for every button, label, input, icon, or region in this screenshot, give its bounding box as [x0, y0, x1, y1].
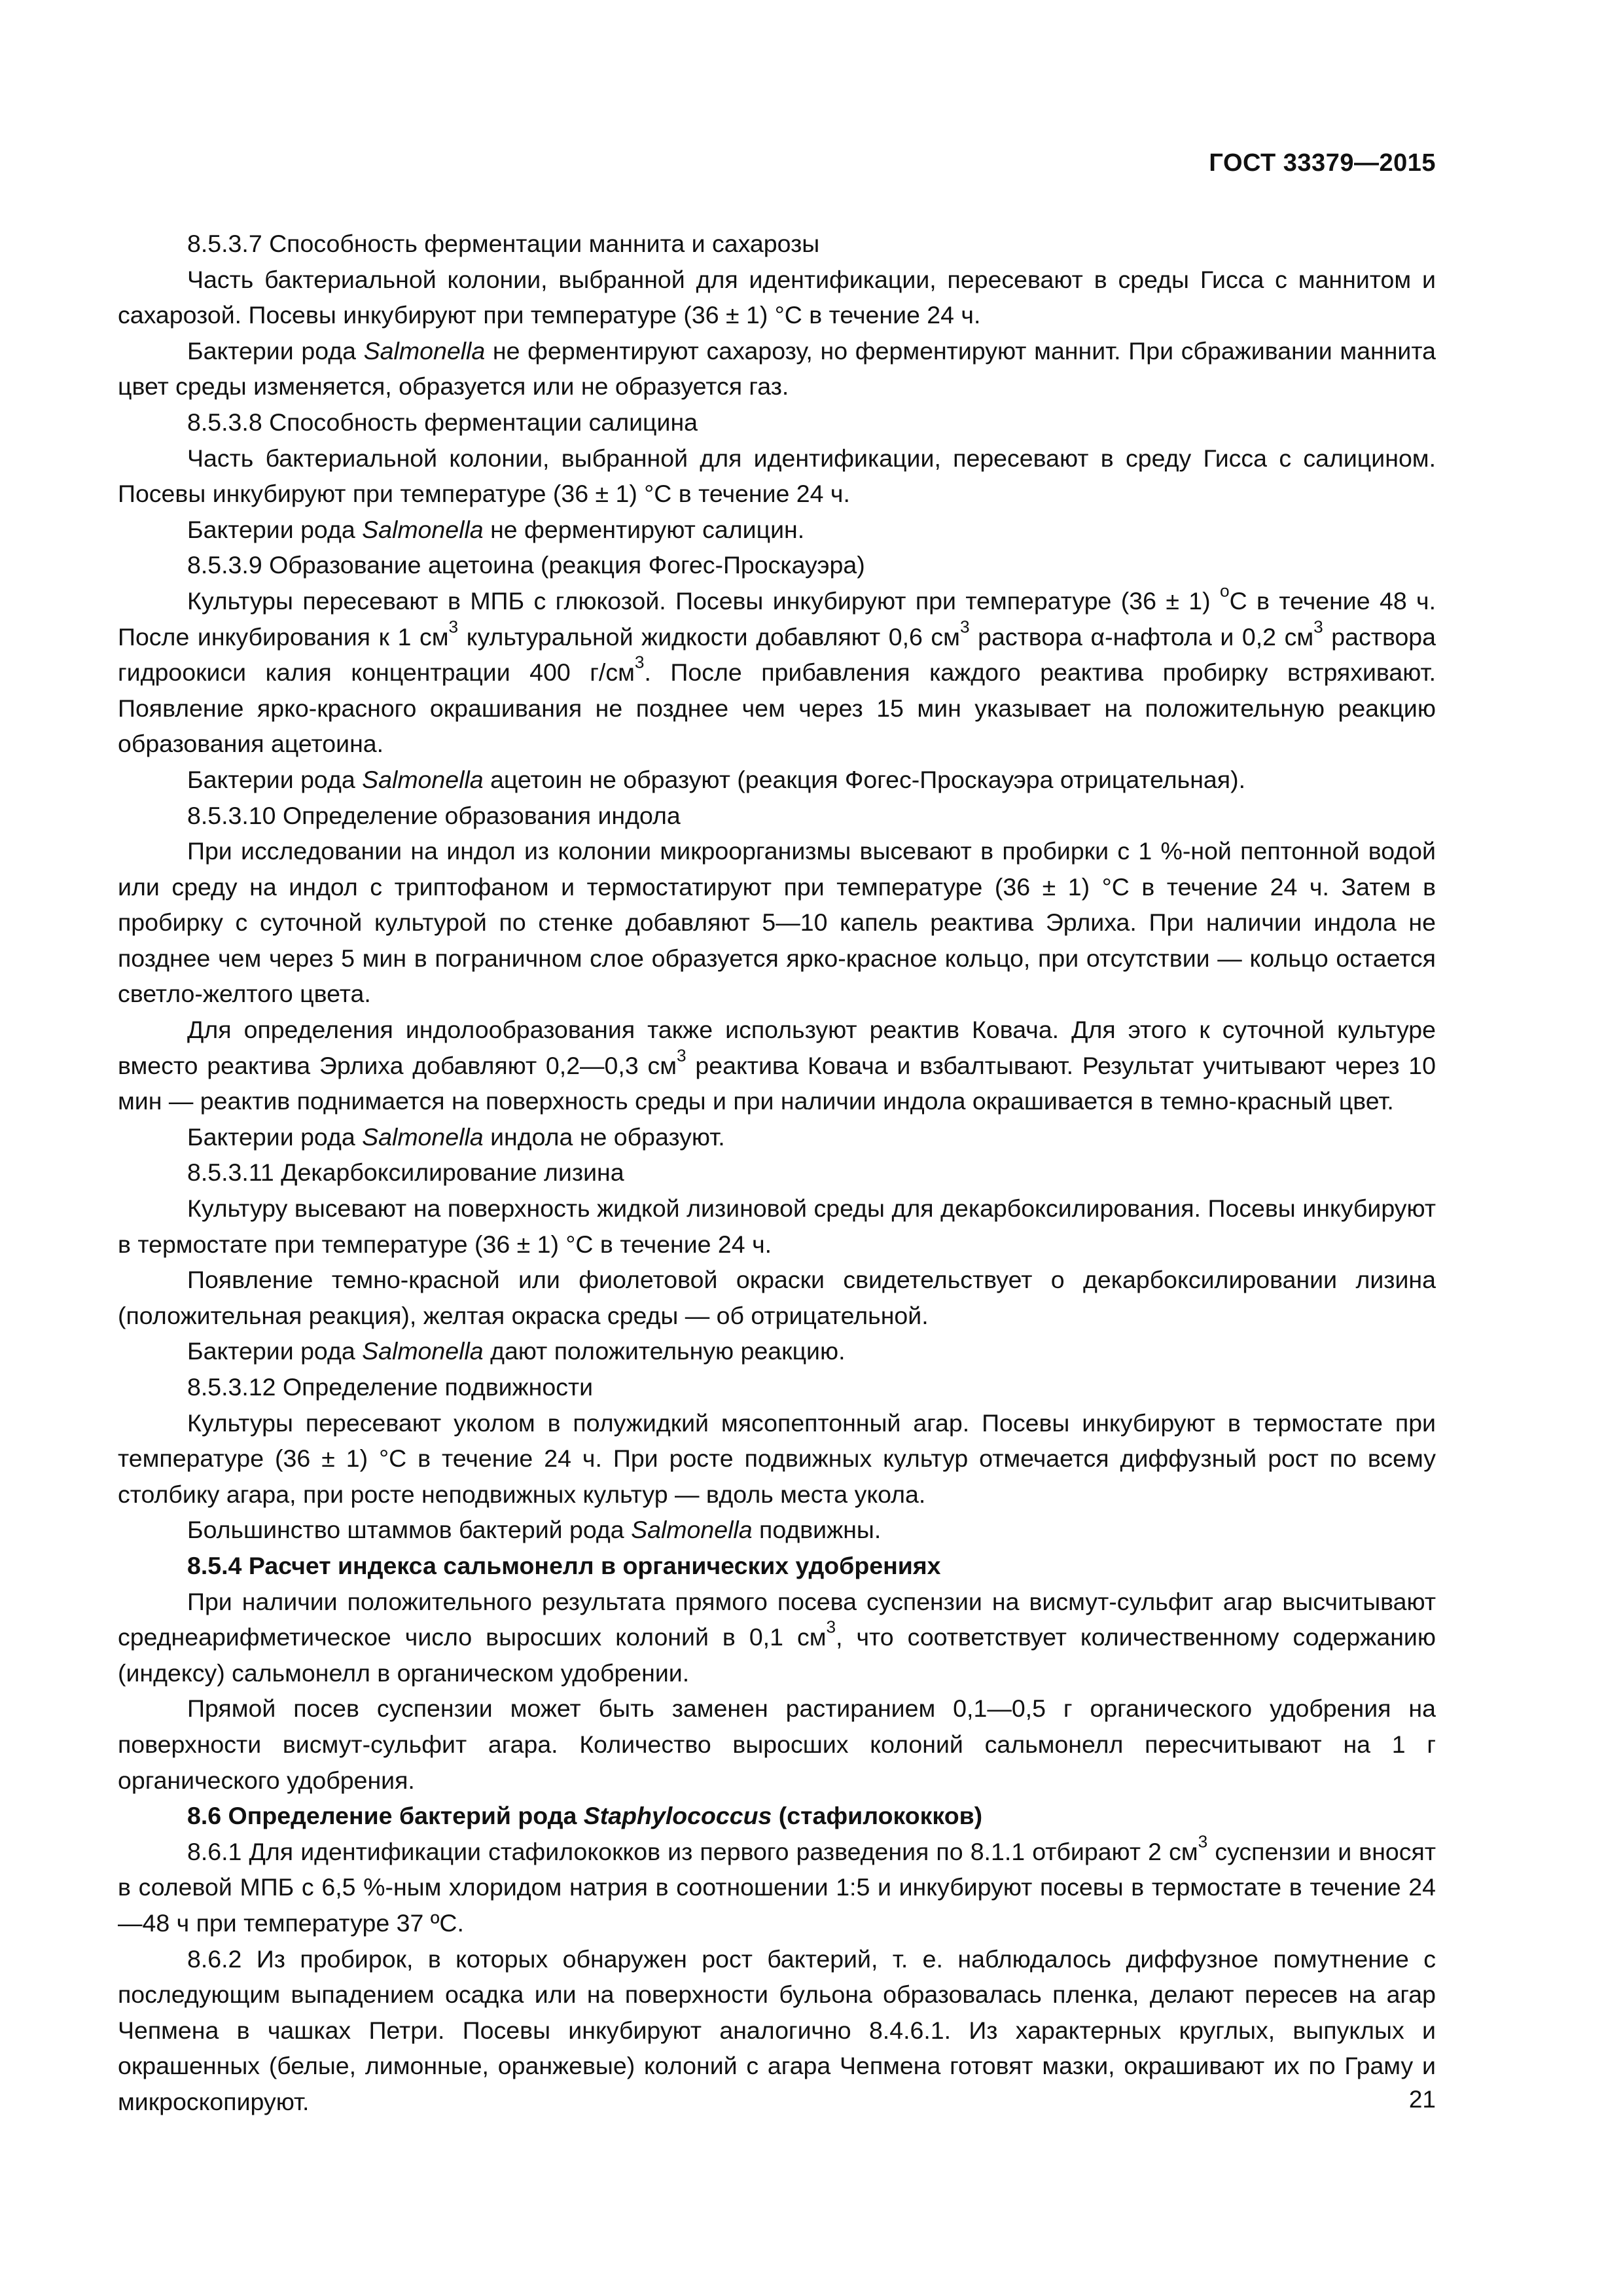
superscript: 3: [1313, 616, 1323, 636]
text-run: реактива Ковача и взбалтывают. Результат учитывают через 10 мин — реактив поднимается на поверхность среды и при наличии индола окрашивается в темно-красный цвет.: [118, 1051, 1436, 1115]
text-run: ацетоин не образуют (реакция Фогес-Проскауэра отрицательная).: [483, 765, 1245, 793]
paragraph: [118, 333, 1436, 404]
paragraph: [118, 762, 1436, 798]
superscript: 3: [959, 616, 970, 636]
text-run: культуральной жидкости добавляют 0,6 см: [458, 622, 960, 651]
italic-term: Salmonella: [363, 336, 486, 365]
paragraph: 8.5.3.7 Способность ферментации маннита и сахарозы: [187, 230, 820, 257]
text-run: С в течение 48 ч. После инкубирования к 1 см: [118, 586, 1436, 651]
text-run: не ферментируют сахарозу, но ферментируют маннит. При сбраживании маннита цвет среды изменяется, образуется или не образуется газ.: [118, 336, 1436, 401]
paragraph: 8.5.3.12 Определение подвижности: [187, 1373, 594, 1401]
paragraph: [118, 512, 1436, 548]
paragraph: 8.5.3.8 Способность ферментации салицина: [187, 408, 698, 436]
text-run: раствора α-нафтола и 0,2 см: [969, 622, 1314, 651]
paragraph: Часть бактериальной колонии, выбранной для идентификации, пересевают в среду Гисса с салицином. Посевы инкубируют при температуре (36 ± 1) °С в течение 24 ч.: [118, 444, 1436, 508]
text-run: 8.6.1 Для идентификации стафилококков из первого разведения по 8.1.1 отбирают 2 см: [187, 1837, 1198, 1865]
section-heading: 8.5.4 Расчет индекса сальмонелл в органических удобрениях: [187, 1551, 941, 1579]
text-run: Большинство штаммов бактерий рода: [187, 1516, 632, 1544]
superscript: о: [1219, 581, 1230, 601]
text-run: суспензии и вносят в солевой МПБ с 6,5 %-ным хлоридом натрия в соотношении 1:5 и инкубируют посевы в термостате в течение 24—48 ч при температуре 37 ºС.: [118, 1837, 1436, 1937]
text-run: дают положительную реакцию.: [483, 1337, 846, 1365]
paragraph: Появление темно-красной или фиолетовой окраски свидетельствует о декарбоксилировании лизина (положительная реакция), желтая окраска среды — об отрицательной.: [118, 1266, 1436, 1329]
paragraph: Культуру высевают на поверхность жидкой лизиновой среды для декарбоксилирования. Посевы инкубируют в термостате при температуре (36 ± 1) °С в течение 24 ч.: [118, 1194, 1436, 1258]
superscript: 3: [826, 1617, 836, 1637]
italic-term: Salmonella: [362, 515, 484, 543]
italic-term: Salmonella: [631, 1516, 753, 1544]
text-run: подвижны.: [752, 1516, 882, 1544]
document-code-header: ГОСТ 33379—2015: [1209, 149, 1436, 177]
paragraph: 8.6.2 Из пробирок, в которых обнаружен рост бактерий, т. е. наблюдалось диффузное помутнение с последующим выпадением осадка или на поверхности бульона образовалась пленка, делают пересев на агар Чепмена в чашках Петри. Посевы инкубируют аналогично 8.4.6.1. Из характерных круглых, выпуклых и окрашенных (белые, лимонные, оранжевые) колоний с агара Чепмена готовят мазки, окрашивают их по Граму и микроскопируют.: [118, 1945, 1436, 2115]
paragraph: Часть бактериальной колонии, выбранной для идентификации, пересевают в среды Гисса с маннитом и сахарозой. Посевы инкубируют при температуре (36 ± 1) °С в течение 24 ч.: [118, 265, 1436, 329]
text-run: Бактерии рода: [187, 1122, 363, 1151]
italic-term: Salmonella: [362, 1122, 484, 1151]
text-run: не ферментируют салицин.: [483, 515, 805, 543]
text-run: раствора гидроокиси калия концентрации 400 г/см: [118, 622, 1436, 687]
text-run: (стафилококков): [772, 1802, 983, 1830]
text-run: 8.6 Определение бактерий рода: [187, 1802, 584, 1830]
superscript: 3: [677, 1045, 687, 1065]
text-run: Бактерии рода: [187, 336, 364, 365]
text-run: . После прибавления каждого реактива пробирку встряхивают. Появление ярко-красного окрашивания не позднее чем через 15 мин указывает на положительную реакцию образования ацетоина.: [118, 658, 1436, 758]
paragraph: 8.5.3.10 Определение образования индола: [187, 801, 681, 829]
italic-term: Salmonella: [362, 1337, 484, 1365]
text-run: Бактерии рода: [187, 1337, 363, 1365]
italic-term: Staphylococcus: [583, 1802, 772, 1830]
paragraph: [118, 1333, 1436, 1369]
paragraph: [118, 1512, 1436, 1548]
paragraph: Прямой посев суспензии может быть заменен растиранием 0,1—0,5 г органического удобрения на поверхности висмут-сульфит агара. Количество выросших колоний сальмонелл пересчитывают на 1 г органического удобрения.: [118, 1695, 1436, 1794]
document-body: [118, 226, 1436, 2119]
text-run: При наличии положительного результата прямого посева суспензии на висмут-сульфит агар высчитывают среднеарифметическое число выросших колоний в 0,1 см: [118, 1587, 1436, 1651]
text-run: Для определения индолообразования также используют реактив Ковача. Для этого к суточной культуре вместо реактива Эрлиха добавляют 0,2—0,3 см: [118, 1016, 1436, 1079]
paragraph: [118, 1012, 1436, 1119]
paragraph: [118, 1831, 1436, 1941]
paragraph: 8.5.3.9 Образование ацетоина (реакция Фогес-Проскауэра): [187, 551, 865, 579]
superscript: 3: [634, 652, 645, 672]
paragraph: [118, 1119, 1436, 1155]
section-heading: [118, 1798, 1436, 1834]
paragraph: Культуры пересевают уколом в полужидкий мясопептонный агар. Посевы инкубируют в термостате при температуре (36 ± 1) °С в течение 24 ч. При росте подвижных культур отмечается диффузный рост по всему столбику агара, при росте неподвижных культур — вдоль места укола.: [118, 1408, 1436, 1508]
superscript: 3: [1198, 1831, 1208, 1852]
paragraph: При исследовании на индол из колонии микроорганизмы высевают в пробирки с 1 %-ной пептонной водой или среду на индол с триптофаном и термостатируют при температуре (36 ± 1) °С в течение 24 ч. Затем в пробирку с суточной культурой по стенке добавляют 5—10 капель реактива Эрлиха. При наличии индола не позднее чем через 5 мин в пограничном слое образуется ярко-красное кольцо, при отсутствии — кольцо остается светло-желтого цвета.: [118, 837, 1436, 1008]
text-run: , что соответствует количественному содержанию (индексу) сальмонелл в органическом удобрении.: [118, 1623, 1436, 1687]
paragraph: [118, 1584, 1436, 1691]
paragraph: 8.5.3.11 Декарбоксилирование лизина: [187, 1158, 624, 1187]
text-run: Бактерии рода: [187, 515, 363, 543]
paragraph: [118, 583, 1436, 762]
text-run: индола не образуют.: [483, 1122, 725, 1151]
page-number: 21: [1408, 2086, 1436, 2113]
superscript: 3: [448, 616, 459, 636]
text-run: Культуры пересевают в МПБ с глюкозой. Посевы инкубируют при температуре (36 ± 1): [187, 586, 1220, 615]
text-run: Бактерии рода: [187, 765, 363, 793]
italic-term: Salmonella: [362, 765, 484, 793]
